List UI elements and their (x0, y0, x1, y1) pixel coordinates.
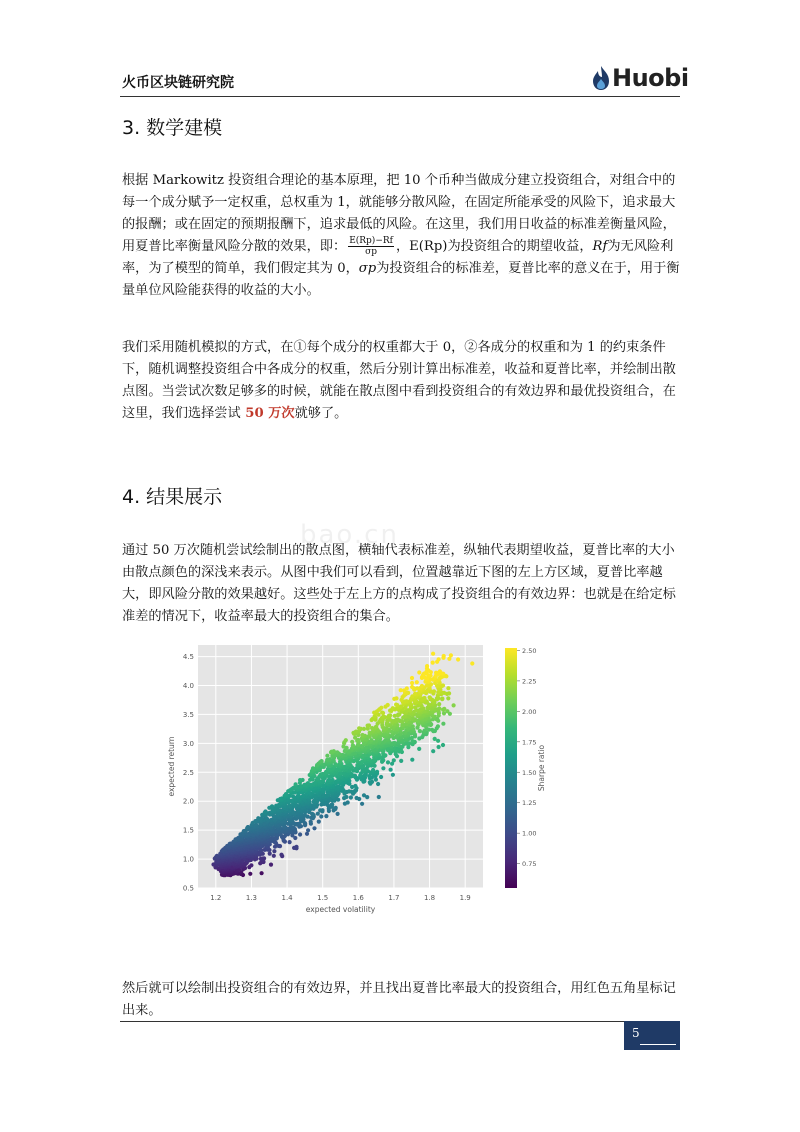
scatter-point (344, 738, 348, 742)
scatter-point (417, 747, 421, 751)
scatter-point (422, 696, 426, 700)
fraction-numerator: E(Rp)−Rf (349, 236, 393, 246)
scatter-point (288, 840, 292, 844)
scatter-point (428, 695, 432, 699)
scatter-chart (160, 640, 560, 920)
p1-math-sigma: σp (358, 261, 377, 276)
scatter-point (379, 706, 383, 710)
scatter-point (417, 670, 421, 674)
scatter-point (353, 736, 357, 740)
colorbar-tick-label: 1.25 (522, 799, 537, 808)
y-tick-label: 3.0 (182, 739, 194, 748)
scatter-point (446, 696, 450, 700)
section-heading-4: 4. 结果展示 (122, 486, 223, 508)
scatter-point (298, 778, 302, 782)
footer-rule (120, 1021, 680, 1022)
p1-text-e: 为无风险利率，为了模型的简单，我们假定其为 0， (122, 239, 674, 276)
scatter-point (346, 800, 350, 804)
x-tick-label: 1.2 (210, 894, 222, 902)
scatter-point (249, 863, 253, 867)
scatter-point (309, 820, 313, 824)
scatter-point (350, 740, 354, 744)
scatter-point (410, 676, 414, 680)
scatter-point (440, 697, 444, 701)
logo-text: Huobi (612, 64, 689, 92)
scatter-point (418, 707, 422, 711)
y-tick-label: 0.5 (182, 884, 194, 893)
colorbar-tick-label: 2.50 (522, 646, 537, 655)
scatter-point (441, 722, 445, 726)
scatter-point (330, 803, 334, 807)
colorbar-tick-label: 2.25 (522, 677, 537, 686)
scatter-point (396, 713, 400, 717)
scatter-point (410, 758, 414, 762)
y-tick-label: 3.5 (182, 710, 194, 719)
scatter-point (248, 872, 252, 876)
scatter-point (272, 849, 276, 853)
huobi-logo (590, 64, 689, 92)
y-tick-label: 1.0 (182, 855, 194, 864)
scatter-point (470, 661, 474, 665)
scatter-point (269, 863, 273, 867)
scatter-point (349, 795, 353, 799)
scatter-point (391, 706, 395, 710)
scatter-point (456, 657, 460, 661)
flame-icon (590, 65, 612, 91)
scatter-point (379, 775, 383, 779)
page-number-underline (640, 1044, 676, 1045)
y-tick-label: 4.0 (182, 682, 194, 690)
colorbar-tick-label: 0.75 (522, 860, 537, 869)
scatter-point (362, 793, 366, 797)
scatter-point (261, 856, 265, 860)
scatter-point (437, 702, 441, 706)
scatter-point (431, 749, 435, 753)
scatter-point (256, 816, 260, 820)
scatter-point (399, 759, 403, 763)
colorbar-tick-label: 1.50 (522, 768, 537, 777)
scatter-point (326, 778, 330, 782)
scatter-point (405, 686, 409, 690)
colorbar-tick-label: 2.00 (522, 707, 537, 716)
scatter-point (386, 760, 390, 764)
colorbar-tick-label: 1.75 (522, 738, 537, 747)
colorbar (505, 648, 517, 888)
scatter-point (355, 796, 359, 800)
paragraph-frontier: 然后就可以绘制出投资组合的有效边界，并且找出夏普比率最大的投资组合，用红色五角星标记出来。 (122, 981, 676, 1018)
p1-math-rf: Rf (592, 239, 608, 254)
scatter-point (320, 759, 324, 763)
scatter-point (449, 653, 453, 657)
scatter-point (392, 758, 396, 762)
scatter-point (371, 768, 375, 772)
paragraph-results: 通过 50 万次随机尝试绘制出的散点图，横轴代表标准差，纵轴代表期望收益，夏普比率的大小由散点颜色的深浅来表示。从图中我们可以看到，位置越靠近下图的左上方区域，夏普比率越大，即风险分散的效果越好。这些处于左上方的点构成了投资组合的有效边界：也就是在给定标准差的情况下，收益率最大的投资组合的集合。 (122, 543, 676, 624)
scatter-point (294, 845, 298, 849)
scatter-point (246, 825, 250, 829)
scatter-point (433, 737, 437, 741)
y-tick-label: 4.5 (182, 653, 194, 662)
scatter-point (442, 654, 446, 658)
scatter-point (366, 724, 370, 728)
scatter-point (319, 814, 323, 818)
paragraph-simulation (122, 337, 682, 425)
page-number: 5 (632, 1026, 640, 1040)
scatter-point (376, 782, 380, 786)
p2-text-b: 就够了。 (294, 406, 348, 421)
scatter-point (353, 784, 357, 788)
p2-text-a: 我们采用随机模拟的方式，在①每个成分的权重都大于 0，②各成分的权重和为 1 的约束条件下，随机调整投资组合中各成分的权重，然后分别计算出标准差，收益和夏普比率，并绘制出散点图。当尝试次数足够多的时候，就能在散点图中看到投资组合的有效边界和最优投资组合，在这里，我们选择尝试 (122, 340, 676, 421)
scatter-point (360, 802, 364, 806)
scatter-point (392, 697, 396, 701)
x-tick-label: 1.7 (388, 894, 400, 902)
y-tick-label: 1.5 (182, 826, 194, 835)
scatter-point (399, 688, 403, 692)
scatter-point (311, 766, 315, 770)
scatter-point (272, 854, 276, 858)
scatter-point (351, 743, 355, 747)
scatter-point (434, 671, 438, 675)
header-org-name: 火币区块链研究院 (122, 75, 234, 91)
y-tick-label: 2.0 (182, 797, 194, 806)
x-axis-label: expected volatility (305, 905, 376, 914)
scatter-point (387, 714, 391, 718)
x-tick-label: 1.6 (352, 894, 364, 902)
y-tick-label: 2.5 (182, 768, 194, 777)
scatter-point (393, 714, 397, 718)
p2-highlight: 50 万次 (240, 406, 295, 421)
scatter-point (330, 750, 334, 754)
scatter-point (336, 812, 340, 816)
scatter-point (263, 809, 267, 813)
scatter-point (334, 806, 338, 810)
scatter-point (413, 692, 417, 696)
x-tick-label: 1.8 (423, 894, 436, 902)
scatter-point (418, 729, 422, 733)
scatter-point (426, 683, 430, 687)
header-rule (120, 96, 680, 97)
scatter-point (415, 680, 419, 684)
p1-text-g: 为投资组合的标准差，夏普比率的意义在于，用于衡量单位风险能获得的收益的大小。 (122, 261, 680, 298)
scatter-point (317, 820, 321, 824)
scatter-point (436, 724, 440, 728)
p1-text-c: 为投资组合的期望收益， (447, 239, 593, 254)
colorbar-tick-label: 1.00 (522, 829, 537, 838)
x-tick-label: 1.5 (317, 894, 329, 902)
scatter-point (260, 871, 264, 875)
scatter-point (377, 795, 381, 799)
scatter-point (270, 804, 274, 808)
scatter-point (368, 780, 372, 784)
scatter-point (312, 826, 316, 830)
scatter-point (381, 766, 385, 770)
scatter-point (425, 664, 429, 668)
scatter-point (268, 852, 272, 856)
scatter-point (394, 703, 398, 707)
scatter-point (347, 789, 351, 793)
x-tick-label: 1.3 (245, 894, 258, 902)
scatter-point (438, 669, 442, 673)
scatter-point (318, 808, 322, 812)
page-number-box (624, 1021, 680, 1050)
scatter-point (360, 733, 364, 737)
colorbar-label: Sharpe ratio (537, 744, 546, 792)
scatter-point (394, 718, 398, 722)
scatter-point (325, 754, 329, 758)
scatter-point (410, 681, 414, 685)
x-tick-label: 1.4 (281, 894, 293, 902)
scatter-point (325, 758, 329, 762)
scatter-point (452, 703, 456, 707)
scatter-point (420, 684, 424, 688)
scatter-point (294, 782, 298, 786)
p1-text-a: 根据 Markowitz 投资组合理论的基本原理，把 10 个币种当做成分建立投资组合，对组合中的每一个成分赋予一定权重，总权重为 1，就能够分散风险，在固定所能承受的风险下，追求最大的报酬；或在固定的预期报酬下，追求最低的风险。在这里，我们用日收益的标准差衡量风险，用夏普比率衡量风险分散的效果，即： (122, 173, 676, 254)
scatter-point (431, 661, 435, 665)
x-tick-label: 1.9 (459, 894, 471, 902)
scatter-point (437, 745, 441, 749)
scatter-point (391, 773, 395, 777)
scatter-point (410, 685, 414, 689)
scatter-point (291, 795, 295, 799)
section-heading-3: 3. 数学建模 (122, 117, 223, 139)
p1-text-b: ，E(Rp) (395, 239, 448, 254)
paragraph-model-description (122, 170, 682, 302)
scatter-point (386, 703, 390, 707)
scatter-point (279, 853, 283, 857)
scatter-point (306, 828, 310, 832)
scatter-point (431, 652, 435, 656)
scatter-point (389, 768, 393, 772)
scatter-point (357, 726, 361, 730)
fraction-denominator: σp (365, 247, 378, 257)
scatter-point (354, 730, 358, 734)
scatter-point (298, 832, 302, 836)
scatter-point (446, 686, 450, 690)
scatter-point (380, 711, 384, 715)
scatter-figure (160, 640, 560, 920)
watermark: bao.cn (300, 520, 399, 550)
scatter-point (324, 814, 328, 818)
scatter-point (437, 657, 441, 661)
y-axis-label: expected return (167, 736, 176, 797)
scatter-point (321, 772, 325, 776)
sharpe-fraction (348, 236, 394, 257)
scatter-point (442, 707, 446, 711)
scatter-point (441, 743, 445, 747)
